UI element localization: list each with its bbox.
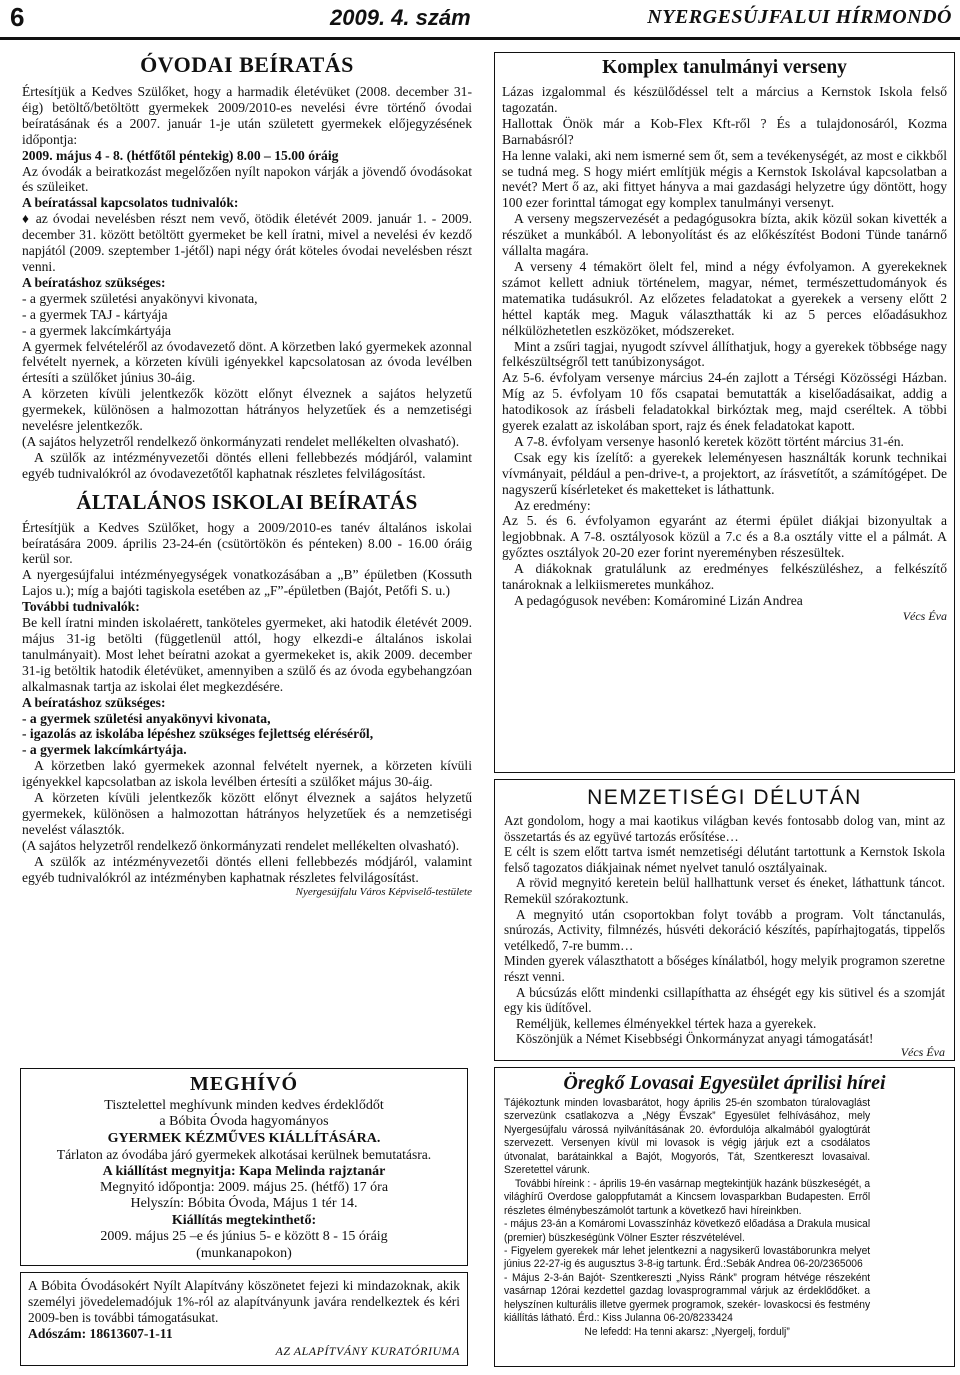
paragraph: A rövid megnyitó keretein belül hallhattunk verset és éneket, láthattunk táncot. Remekül szórakoztunk. — [504, 875, 945, 906]
motto: Ne lefedd: Ha tenni akarsz: „Nyergelj, fordulj” — [584, 1325, 790, 1338]
subheading: Az eredmény: — [514, 497, 591, 513]
paragraph: (A sajátos helyzetről rendelkező önkormányzati rendelet mellékelten olvasható). — [22, 433, 460, 449]
subheading: További tudnivalók: — [22, 599, 140, 615]
paragraph: A szülők az intézményvezetői döntés elleni fellebbezés módjáról, valamint egyéb tudnivalókról az óvodavezetőtől kaphatnak részletes felvilágosítást. — [22, 449, 472, 481]
article-nemzetisegi-delutan — [494, 779, 955, 1061]
invitation-box — [20, 1068, 468, 1266]
paragraph: Reméljük, kellemes élményekkel tértek haza a gyerekek. — [516, 1015, 817, 1031]
paragraph: A körzetben lakó gyermekek azonnal felvételt nyernek, a körzeten kívüli igényekkel kapcsolatban az iskola levélben értesíti a szülőket május 30-áig. — [22, 758, 472, 790]
paragraph: Azt gondolom, hogy a mai kaotikus világban kevés fontosabb dolog van, mint az összetartás és az együvé tartozás erősítése… — [504, 813, 945, 844]
list-item: - a gyermek születési anyakönyvi kivonata, — [22, 710, 271, 726]
signature: Nyergesújfalu Város Képviselő-testülete — [295, 885, 472, 898]
list-item: - a gyermek lakcímkártyája. — [22, 742, 187, 758]
invitation-line: Megnyitó időpontja: 2009. május 25. (hétfő) 17 óra — [99, 1180, 389, 1196]
article-title: NEMZETISÉGI DÉLUTÁN — [587, 786, 862, 809]
paragraph: (A sajátos helyzetről rendelkező önkormányzati rendelet mellékelten olvasható). — [22, 837, 460, 853]
paragraph: A búcsúzás előtt mindenki csillapíthatta az éhségét egy kis sütivel és a szomját egy kis üdítővel. — [504, 984, 945, 1016]
paragraph: A 7-8. évfolyam versenye hasonló keretek között történt március 31-én. — [514, 433, 904, 449]
paragraph-date: 2009. május 4 - 8. (hétfőtől péntekig) 8.00 – 15.00 óráig — [22, 147, 339, 163]
list-item: - a gyermek születési anyakönyvi kivonata, — [22, 290, 258, 306]
paragraph: A körzeten kívüli jelentkezők között előnyt élveznek a sajátos helyzetű gyermekek, különösen a halmozottan hátrányos helyzetűek és a nemzetiségi nevelésre jelentkezők. — [22, 386, 472, 434]
page-number: 6 — [10, 2, 25, 32]
subheading: A beíratáshoz szükséges: — [22, 274, 166, 290]
invitation-line: Helyszín: Bóbita Óvoda, Május 1 tér 14. — [130, 1196, 358, 1212]
article-oregko-lovasai — [494, 1067, 955, 1367]
paragraph: - Figyelem gyerekek már lehet jelentkezni a nagysikerű lovastáborunkra melyet június 22-27-ig és augusztus 3-8-ig tartunk. Érd.:Sebák Andrea 06-20/2365006 — [504, 1244, 871, 1271]
paragraph: A verseny 4 témakört ölelt fel, mind a négy évfolyamon. A gyerekeknek számot kellett adniuk történelem, magyar, német, természettudományok és matematika tudásukról. Az előzetes feladatokat a gyerekek a verseny előtt 2 héttel kapták meg. Maguk választhatták ki az 5 perces előadásukhoz nélkülözhetetlen eszközöket, módszereket. — [502, 258, 947, 338]
paragraph: Értesítjük a Kedves Szülőket, hogy a harmadik életévüket (2008. december 31-éig) betöltő/betöltött gyermekek 2009/2010-es nevelési évre történő óvodai beíratásának és a 2007. január 1-je után született gyermekek előjegyzésének időpontja: — [22, 84, 472, 147]
list-item: - a gyermek TAJ - kártyája — [22, 306, 168, 322]
masthead: NYERGESÚJFALUI HÍRMONDÓ — [647, 6, 952, 28]
paragraph: A diákoknak gratulálunk az eredményes felkészüléshez, a felkészítő tanároknak a lelkiismeretes munkához. — [502, 561, 947, 593]
paragraph: Minden gyerek választhatott a bőséges kínálatból, hogy melyik programon szeretne részt venni. — [504, 953, 945, 984]
invitation-line: A kiállítást megnyitja: Kapa Melinda rajztanár — [102, 1163, 386, 1179]
invitation-line: a Bóbita Óvoda hagyományos — [159, 1114, 329, 1130]
paragraph: - május 23-án a Komáromi Lovasszínház következő előadása a Drakula musical (premier) büszkeségünk Völner Eszter részvételével. — [504, 1218, 871, 1244]
paragraph: - Május 2-3-án Bajót- Szentkereszti „Nyiss Ránk” program hétvége részeként vasárnap 12órai kezdettel gazdag lovasprogrammal várjuk az érdeklődőket. a helyszínen kulturális illetve gyermek programok, szekér- lovaskocsi és festmény kiállítás látható. Érd.: Kiss Julanna 06-20/8233424 — [504, 1271, 871, 1325]
paragraph: A szülők az intézményvezetői döntés elleni fellebbezés módjáról, valamint egyéb tudnivalókról az intézményben kaphatnak részletes felvilágosítást. — [22, 853, 472, 885]
article-komplex-tanulmanyi-verseny — [494, 52, 955, 773]
page-header — [0, 0, 960, 40]
paragraph: Lázas izgalommal és készülődéssel telt a március a Kernstok Iskola felső tagozatán. — [502, 84, 947, 115]
paragraph: A gyermek felvételéről az óvodavezető dönt. A körzetben lakó gyermekek azonnal felvételt nyernek, a körzeten kívüli igényekkel kapcsolatosan az óvoda levélben értesíti a szülőket június 30-áig. — [22, 338, 472, 386]
article-altalanos-iskolai-beiratas — [22, 490, 472, 898]
signature: Vécs Éva — [900, 1044, 945, 1059]
paragraph: A Bóbita Óvodásokért Nyílt Alapítvány köszönetet fejezi ki mindazoknak, akik személyi jövedelemadójuk 1%-ról az alapítványunk javára rendelkeztek és kéri 2009-ben is további támogatásukat. — [28, 1278, 460, 1325]
paragraph: A megnyitó után csoportokban folyt tovább a program. Volt tánctanulás, snúrozás, Activity, filmnézés, húsvéti dekoráció készítés, papírhajtogatás, tippelős vetélkedő, 7-re bumm… — [504, 906, 945, 953]
invitation-line: 2009. május 25 –e és június 5- e között 8 - 15 óráig — [100, 1229, 388, 1245]
article-title: Komplex tanulmányi verseny — [602, 57, 847, 78]
invitation-title: MEGHÍVÓ — [189, 1073, 299, 1095]
paragraph: Az óvodák a beiratkozást megelőzően nyílt napokon várják a jövendő óvodásokat és szüleiket. — [22, 163, 472, 195]
paragraph: Be kell íratni minden iskolaérett, tanköteles gyermeket, aki hatodik életévét 2009. május 31-ig betölti (függetlenül attól, hogy elkezdi-e általános iskolai tanulmányait). Most lehet beíratni azokat a gyermekeket is, akik 2009. december 31-ig betöltik hatodik életévüket, amennyiben a szülő és az óvoda egybehangzóan alkalmasnak tartja az iskolai élet megkezdésére. — [22, 615, 472, 694]
paragraph: Ha lenne valaki, aki nem ismerné sem őt, sem a tevékenységét, az most e cikkből se tudná meg. S hogy miért említjük mégis a Kernstok Iskolával kapcsolatban a nevét? Mert ő az, aki fittyet hányva a mai gazdasági helyzetre úgy döntött, hogy 100 ezer forinttal támogat egy komplex tanulmányi versenyt. — [502, 147, 947, 211]
paragraph: E célt is szem előtt tartva ismét nemzetiségi délutánt tartottunk a Kernstok Iskola felső tagozatos diákjainak német nyelvet tanuló osztályainak. — [504, 844, 945, 875]
list-item: - igazolás az iskolába lépéshez szükséges fejlettség eléréséről, — [22, 726, 374, 742]
signature: AZ ALAPÍTVÁNY KURATÓRIUMA — [275, 1343, 460, 1358]
article-title: Öregkő Lovasai Egyesület áprilisi hírei — [563, 1072, 886, 1094]
paragraph: Az 5. és 6. évfolyamon egyaránt az étermi épület diákjai bizonyultak a legjobbnak. A 7-8. osztályosok közül a 7.c és a 8.a osztály vitte el a pálmát. A győztes osztályok 20-20 ezer forint nyereményben részesültek. — [502, 513, 947, 561]
paragraph: A nyergesújfalui intézményegységek vonatkozásában a „B” épületben (Kossuth Lajos u.); míg a bajóti tagiskola esetében az „F”-épületben (Bajót, Petőfi S. u.) — [22, 567, 472, 599]
foundation-box — [20, 1272, 468, 1366]
invitation-line: GYERMEK KÉZMŰVES KIÁLLÍTÁSÁRA. — [107, 1130, 381, 1146]
paragraph: Mint a zsűri tagjai, nyugodt szívvel állíthatjuk, hogy a gyerekek többsége nagy felkészültségről tett tanúbizonyságot. — [502, 338, 947, 370]
issue-label: 2009. 4. szám — [330, 5, 471, 30]
invitation-line: Tárlaton az óvodába járó gyermekek alkotásai kerülnek bemutatásra. — [56, 1147, 432, 1163]
paragraph: A körzeten kívüli jelentkezők között előnyt élveznek a sajátos helyzetű gyermekek, különösen a halmozottan hátrányos helyzetűek és a nemzetiségi nevelést választók. — [22, 790, 472, 837]
article-title: ÁLTALÁNOS ISKOLAI BEÍRATÁS — [76, 489, 418, 514]
paragraph: A pedagógusok nevében: Komárominé Lizán Andrea — [514, 593, 803, 608]
invitation-line: Tisztelettel meghívunk minden kedves érdeklődőt — [104, 1098, 384, 1113]
signature: Vécs Éva — [902, 608, 947, 623]
paragraph: További híreink : - április 19-én vasárnap megtekintjük hazánk büszkeségét, a világhírű Overdose galoppfutamát a Kincsem lovasparkban Budapesten. Erről részletes élménybeszámolót tartunk a következő havi híreinkben. — [504, 1177, 871, 1217]
subheading: A beíratáshoz szükséges: — [22, 694, 166, 710]
article-title: ÓVODAI BEÍRATÁS — [140, 52, 354, 77]
paragraph: Az 5-6. évfolyam versenye március 24-én zajlott a Térségi Közösségi Házban. Míg az 5. évfolyam 10 fős csapatai bemutatták a kiselőadásaikat, addig a hatodikosok az írásbeli feladatokkal birkóztak meg, majd cseréltek. A többi gyerek ezalatt az iskolában sport, rajz és ének feladatokat kapott. — [502, 370, 947, 434]
list-item: - a gyermek lakcímkártyája — [22, 322, 172, 338]
paragraph: Értesítjük a Kedves Szülőket, hogy a 2009/2010-es tanév általános iskolai beíratására 2009. április 23-24-én (csütörtökön és pénteken) 8.00 - 16.00 óráig kerül sor. — [22, 519, 472, 567]
paragraph: Köszönjük a Német Kisebbségi Önkormányzat anyagi támogatását! — [516, 1031, 874, 1047]
invitation-line: Kiállítás megtekinthető: — [171, 1212, 317, 1228]
subheading: A beíratással kapcsolatos tudnivalók: — [22, 195, 239, 211]
paragraph: Csak egy kis ízelítő: a gyerekek leleményesen használták korunk technikai vívmányait, például a pen-drive-t, a projektort, az írásvetítőt, a számítógépet. De nagyszerű kísérleteket és maketteket is láthattunk. — [502, 449, 947, 497]
paragraph: Tájékoztunk minden lovasbarátot, hogy április 25-én szombaton túralovaglást szervezünk csatlakozva a „Négy Évszak” Egyesület felhívásához, mely Nyergesújfalu várossá nyilvánításának 20. évfordulója alkalmából gyalogtúrát szervezett. Versenyen kívül mi lovasok is végig járjuk ezt a csodálatos útvonalat, barátainkkal a Bajót, Mogyorós, Tát, Szentkereszt lovasaival. Szeretettel várunk. — [504, 1097, 871, 1177]
article-ovodai-beiratas — [22, 52, 472, 1062]
bullet-item: ♦ az óvodai nevelésben részt nem vevő, ötödik életévét 2009. január 1. - 2009. december 31. között betöltött gyermeket be kell íratni, mivel a nevelési év kezdő napjától (2009. szeptember 1-jétől) napi négy órát köteles óvodai nevelésben részt venni. — [22, 211, 472, 274]
paragraph: Hallottak Önök már a Kob-Flex Kft-ről ? És a tulajdonosáról, Kozma Barnabásról? — [502, 115, 947, 147]
invitation-line: (munkanapokon) — [196, 1245, 292, 1261]
paragraph: A verseny megszervezését a pedagógusokra bízta, akik közül sokan kivették a részüket a munkából. A lebonyolítást és az előkészítést Bodoni Tünde tanárnő vállalta magára. — [502, 211, 947, 259]
tax-number: Adószám: 18613607-1-11 — [28, 1325, 173, 1341]
